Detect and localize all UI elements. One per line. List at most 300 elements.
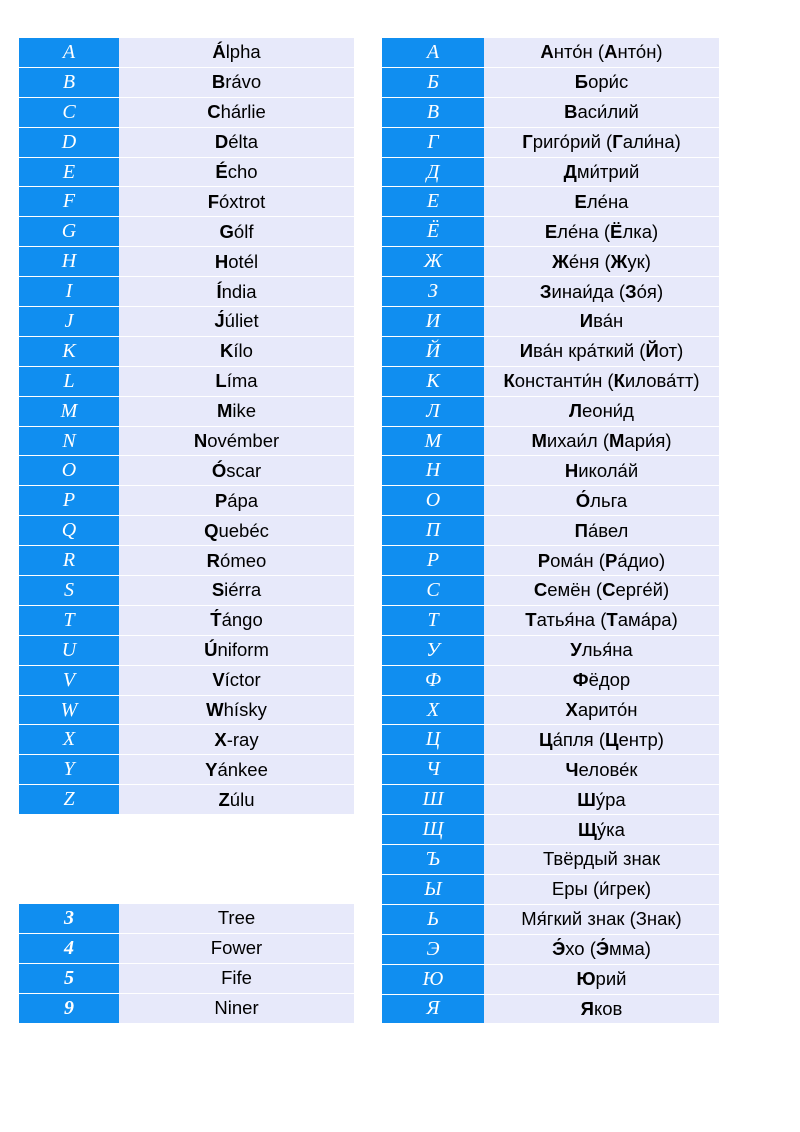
table-row: [19, 98, 354, 128]
letter-cell: W: [19, 696, 119, 725]
code-word-text: ук): [627, 250, 651, 272]
code-word-initial: Ж: [610, 250, 628, 272]
code-word-cell: [484, 755, 719, 784]
letter-cell: Ё: [382, 217, 484, 246]
letter-cell: Н: [382, 456, 484, 485]
code-word-text: рий: [595, 968, 627, 990]
code-word-cell: [484, 337, 719, 366]
letter-cell: E: [19, 158, 119, 187]
code-word-text: онстанти́н (: [514, 370, 614, 392]
table-row: [382, 397, 719, 427]
code-word-initial: R: [206, 549, 221, 571]
code-word-text: óxtrot: [219, 190, 266, 212]
code-word-text: ánkee: [217, 758, 268, 780]
code-word-initial: D: [214, 131, 229, 153]
code-word-cell: [119, 964, 354, 993]
code-word-initial: K: [220, 340, 234, 362]
code-word-cell: [119, 994, 354, 1023]
code-word-initial: Х: [565, 699, 578, 721]
code-word-text: у́ра: [595, 788, 626, 810]
code-word-text: а́дио): [617, 549, 666, 571]
code-word-text: lpha: [225, 41, 261, 63]
code-word-initial: Р: [537, 549, 551, 571]
code-word-text: scar: [226, 459, 262, 481]
code-word-initial: Y: [205, 758, 218, 780]
table-row: [382, 725, 719, 755]
table-row: [382, 158, 719, 188]
code-word-initial: И: [579, 310, 594, 332]
code-word-initial: К: [503, 370, 515, 392]
letter-cell: X: [19, 725, 119, 754]
code-word-text: емён (: [547, 579, 603, 601]
code-word-cell: [119, 904, 354, 933]
code-word-cell: [119, 427, 354, 456]
table-row: [19, 755, 354, 785]
letter-cell: U: [19, 636, 119, 665]
letter-cell: D: [19, 128, 119, 157]
table-row: [19, 397, 354, 427]
letter-cell: Ъ: [382, 845, 484, 874]
code-word-cell: [484, 576, 719, 605]
code-word-initial: Э́: [552, 938, 566, 960]
code-word-cell: [119, 546, 354, 575]
code-word-text: Твёрдый знак: [542, 848, 661, 870]
code-word-cell: [484, 935, 719, 964]
code-word-initial: Е: [544, 220, 558, 242]
code-word-initial: Ú: [204, 639, 218, 661]
code-word-text: ентр): [618, 728, 664, 750]
code-word-text: niform: [217, 639, 269, 661]
code-word-initial: Q: [204, 519, 219, 541]
code-word-initial: Й: [645, 340, 659, 362]
letter-cell: П: [382, 516, 484, 545]
code-word-initial: Ж: [552, 250, 569, 272]
code-word-initial: К: [613, 370, 625, 392]
letter-cell: Щ: [382, 815, 484, 844]
code-word-initial: В: [564, 101, 578, 123]
code-word-text: úlu: [229, 788, 255, 810]
letter-cell: К: [382, 367, 484, 396]
letter-cell: Б: [382, 68, 484, 97]
code-word-cell: [119, 934, 354, 963]
code-word-text: otél: [228, 250, 259, 272]
letter-cell: Т: [382, 606, 484, 635]
code-word-initial: Á: [212, 41, 226, 63]
code-word-initial: З: [625, 280, 637, 302]
code-word-initial: О́: [575, 489, 591, 511]
letter-cell: C: [19, 98, 119, 127]
table-row: [382, 38, 719, 68]
code-word-cell: [484, 128, 719, 157]
table-row: [382, 68, 719, 98]
letter-cell: Ж: [382, 247, 484, 276]
code-word-initial: W: [206, 699, 224, 721]
table-row: [19, 636, 354, 666]
table-row: [19, 904, 354, 934]
letter-cell: У: [382, 636, 484, 665]
table-row: [382, 815, 719, 845]
code-word-text: ва́н кра́ткий (: [532, 340, 646, 362]
table-row: [19, 725, 354, 755]
table-row: [19, 68, 354, 98]
code-word-text: Fife: [221, 967, 252, 989]
code-word-text: еони́д: [582, 400, 634, 422]
letter-cell: I: [19, 277, 119, 306]
code-word-text: cho: [227, 161, 258, 182]
table-row: [382, 456, 719, 486]
letter-cell: J: [19, 307, 119, 336]
letter-cell: Г: [382, 128, 484, 157]
table-row: [19, 516, 354, 546]
letter-cell: T: [19, 606, 119, 635]
code-word-text: ари́я): [624, 430, 672, 452]
code-word-text: ле́на (: [557, 220, 611, 242]
code-word-text: ва́н: [593, 310, 624, 332]
code-word-initial: Л: [569, 400, 583, 422]
letter-cell: Y: [19, 755, 119, 784]
code-word-initial: B: [211, 71, 226, 93]
code-word-initial: P: [214, 489, 228, 511]
letter-cell: Ю: [382, 965, 484, 994]
letter-cell: F: [19, 187, 119, 216]
code-word-initial: У: [570, 639, 582, 661]
table-row: [19, 934, 354, 964]
code-word-initial: Я: [580, 997, 594, 1019]
code-word-cell: [484, 158, 719, 187]
code-word-text: нто́н): [617, 41, 663, 63]
cyrillic-alphabet-table: [382, 38, 719, 1024]
table-row: [19, 337, 354, 367]
letter-cell: Й: [382, 337, 484, 366]
letter-cell: Х: [382, 696, 484, 725]
letter-cell: N: [19, 427, 119, 456]
table-row: [382, 785, 719, 815]
code-word-cell: [484, 187, 719, 216]
table-row: [382, 427, 719, 457]
letter-cell: Э: [382, 935, 484, 964]
code-word-text: ми́трий: [576, 161, 640, 182]
code-word-text: ílo: [233, 340, 253, 362]
code-word-text: а́пля (: [552, 728, 605, 750]
code-word-text: ихаи́л (: [546, 430, 609, 452]
code-word-text: ков: [593, 997, 623, 1019]
latin-alphabet-table: [19, 38, 354, 815]
code-word-initial: T́: [210, 609, 222, 631]
code-word-text: ама́ра): [617, 609, 678, 631]
code-word-cell: [119, 666, 354, 695]
code-word-text: от): [658, 340, 684, 362]
code-word-text: о́я): [636, 280, 664, 302]
letter-cell: Ц: [382, 725, 484, 754]
code-word-initial: Ц: [604, 728, 619, 750]
code-word-initial: Ю: [576, 968, 596, 990]
code-word-cell: [119, 755, 354, 784]
code-word-text: Еры (и́грек): [551, 878, 652, 900]
code-word-text: али́на): [622, 131, 681, 153]
code-word-text: ómeo: [220, 549, 267, 571]
table-row: [382, 935, 719, 965]
code-word-text: е́ня (: [568, 250, 611, 272]
code-word-initial: С: [533, 579, 548, 601]
letter-cell: 5: [19, 964, 119, 993]
code-word-text: ovémber: [207, 430, 280, 452]
letter-cell: А: [382, 38, 484, 67]
table-row: [382, 128, 719, 158]
code-word-cell: [119, 187, 354, 216]
code-word-cell: [119, 98, 354, 127]
code-word-text: úliet: [224, 310, 259, 332]
table-row: [382, 277, 719, 307]
code-word-initial: Е: [574, 190, 587, 212]
code-word-cell: [484, 247, 719, 276]
code-word-initial: Р: [604, 549, 618, 571]
table-row: [382, 187, 719, 217]
table-row: [382, 905, 719, 935]
code-word-cell: [119, 456, 354, 485]
code-word-cell: [484, 785, 719, 814]
code-word-cell: [119, 397, 354, 426]
code-word-text: rávo: [225, 71, 262, 93]
letter-cell: M: [19, 397, 119, 426]
code-word-initial: Т: [606, 609, 618, 631]
code-word-cell: [119, 307, 354, 336]
code-word-initial: M: [216, 400, 233, 422]
letter-cell: Д: [382, 158, 484, 187]
code-word-initial: П: [574, 519, 588, 541]
code-word-text: лка): [622, 220, 659, 242]
table-row: [19, 277, 354, 307]
code-word-initial: L: [215, 370, 227, 392]
code-word-initial: Ó: [211, 459, 227, 481]
code-word-text: икола́й: [578, 459, 639, 481]
table-row: [19, 964, 354, 994]
code-word-initial: Щ: [578, 818, 597, 840]
code-word-initial: V: [212, 669, 225, 691]
code-word-initial: Í: [216, 280, 222, 302]
code-word-text: ори́с: [588, 71, 629, 93]
code-word-initial: Б: [574, 71, 589, 93]
code-word-initial: G: [219, 220, 234, 242]
letter-cell: С: [382, 576, 484, 605]
letter-cell: 3: [19, 904, 119, 933]
code-word-text: íctor: [224, 669, 261, 691]
code-word-cell: [484, 606, 719, 635]
letter-cell: И: [382, 307, 484, 336]
code-word-text: ángo: [221, 609, 263, 631]
code-word-cell: [484, 38, 719, 67]
table-row: [19, 217, 354, 247]
code-word-cell: [484, 367, 719, 396]
table-row: [382, 636, 719, 666]
code-word-cell: [484, 546, 719, 575]
code-word-initial: Г: [522, 131, 533, 153]
code-word-cell: [119, 785, 354, 814]
code-word-cell: [484, 995, 719, 1024]
code-word-text: ápa: [227, 489, 259, 511]
code-word-text: uebéc: [218, 519, 269, 541]
code-word-initial: И: [519, 340, 533, 362]
code-word-text: мма): [609, 938, 651, 960]
code-word-cell: [484, 516, 719, 545]
table-row: [382, 965, 719, 995]
code-word-initial: С: [602, 579, 616, 601]
table-row: [382, 337, 719, 367]
code-word-initial: Ё: [610, 220, 623, 242]
table-row: [19, 546, 354, 576]
letter-cell: Л: [382, 397, 484, 426]
code-word-text: íma: [226, 370, 258, 392]
code-word-cell: [119, 576, 354, 605]
code-word-initial: Ц: [539, 728, 553, 750]
code-word-initial: Т: [525, 609, 537, 631]
code-word-initial: N: [193, 430, 208, 452]
code-word-initial: X: [214, 728, 227, 750]
code-word-cell: [484, 307, 719, 336]
code-word-cell: [484, 217, 719, 246]
code-word-cell: [119, 337, 354, 366]
letter-cell: H: [19, 247, 119, 276]
code-word-cell: [484, 486, 719, 515]
table-row: [382, 98, 719, 128]
code-word-text: ndia: [221, 280, 257, 302]
table-row: [382, 247, 719, 277]
code-word-cell: [484, 875, 719, 904]
table-row: [382, 217, 719, 247]
letter-cell: 9: [19, 994, 119, 1023]
table-row: [19, 38, 354, 68]
table-row: [19, 696, 354, 726]
code-word-text: атья́на (: [536, 609, 607, 631]
code-word-cell: [484, 905, 719, 934]
code-word-text: хо (: [565, 938, 596, 960]
code-word-cell: [484, 98, 719, 127]
code-word-initial: C: [207, 101, 221, 123]
code-word-text: илова́тт): [624, 370, 700, 392]
table-row: [382, 546, 719, 576]
table-row: [382, 666, 719, 696]
table-row: [19, 486, 354, 516]
letter-cell: Ы: [382, 875, 484, 904]
table-row: [19, 247, 354, 277]
code-word-text: инаи́да (: [551, 280, 626, 302]
code-word-cell: [119, 636, 354, 665]
table-row: [382, 875, 719, 905]
code-word-text: нто́н (: [553, 41, 605, 63]
code-word-text: Fower: [210, 937, 263, 959]
letter-cell: О: [382, 486, 484, 515]
table-row: [19, 187, 354, 217]
code-word-cell: [119, 247, 354, 276]
letter-cell: B: [19, 68, 119, 97]
table-row: [382, 845, 719, 875]
code-word-text: аси́лий: [577, 101, 639, 123]
code-word-initial: É: [215, 161, 228, 182]
table-row: [382, 307, 719, 337]
code-word-text: ома́н (: [550, 549, 605, 571]
letter-cell: A: [19, 38, 119, 67]
code-word-initial: А: [540, 41, 554, 63]
letter-cell: М: [382, 427, 484, 456]
code-word-cell: [484, 427, 719, 456]
code-word-cell: [484, 815, 719, 844]
code-word-initial: J́: [214, 310, 225, 332]
code-word-text: élta: [228, 131, 259, 153]
code-word-initial: Ш: [577, 788, 596, 810]
code-word-text: -ray: [226, 728, 259, 750]
code-word-cell: [484, 845, 719, 874]
code-word-cell: [484, 397, 719, 426]
digits-table: [19, 904, 354, 1024]
table-row: [382, 696, 719, 726]
code-word-cell: [484, 725, 719, 754]
code-word-cell: [484, 277, 719, 306]
code-word-cell: [119, 725, 354, 754]
table-row: [19, 785, 354, 815]
letter-cell: R: [19, 546, 119, 575]
code-word-cell: [119, 486, 354, 515]
letter-cell: Ш: [382, 785, 484, 814]
code-word-text: елове́к: [578, 758, 638, 780]
code-word-initial: Ф: [572, 669, 589, 691]
code-word-cell: [119, 128, 354, 157]
letter-cell: S: [19, 576, 119, 605]
code-word-text: Мя́гкий знак (Знак): [521, 908, 682, 930]
code-word-text: ólf: [233, 220, 254, 242]
code-word-cell: [119, 367, 354, 396]
code-word-text: у́ка: [596, 818, 625, 840]
letter-cell: P: [19, 486, 119, 515]
code-word-cell: [119, 606, 354, 635]
table-row: [382, 606, 719, 636]
letter-cell: K: [19, 337, 119, 366]
code-word-initial: Z: [218, 788, 230, 810]
code-word-text: ле́на: [586, 190, 629, 212]
table-row: [19, 456, 354, 486]
table-row: [19, 606, 354, 636]
table-row: [19, 367, 354, 397]
code-word-text: ёдор: [588, 669, 631, 691]
table-row: [382, 486, 719, 516]
code-word-cell: [119, 696, 354, 725]
table-row: [382, 367, 719, 397]
code-word-cell: [119, 158, 354, 187]
letter-cell: Q: [19, 516, 119, 545]
table-row: [19, 427, 354, 457]
code-word-initial: Э́: [595, 938, 610, 960]
code-word-initial: М: [531, 430, 547, 452]
letter-cell: V: [19, 666, 119, 695]
code-word-text: арито́н: [577, 699, 638, 721]
code-word-text: Niner: [214, 997, 259, 1019]
code-word-cell: [484, 696, 719, 725]
code-word-initial: А: [604, 41, 618, 63]
code-word-initial: Г: [612, 131, 623, 153]
code-word-initial: F: [207, 190, 220, 212]
code-word-text: лья́на: [581, 639, 633, 661]
code-word-initial: З: [539, 280, 552, 302]
table-row: [382, 755, 719, 785]
letter-cell: Z: [19, 785, 119, 814]
letter-cell: O: [19, 456, 119, 485]
code-word-text: риго́рий (: [532, 131, 613, 153]
code-word-initial: М: [609, 430, 625, 452]
letter-cell: Ь: [382, 905, 484, 934]
code-word-cell: [484, 456, 719, 485]
letter-cell: G: [19, 217, 119, 246]
code-word-cell: [484, 636, 719, 665]
code-word-initial: Д: [563, 161, 577, 182]
code-word-text: ерге́й): [615, 579, 670, 601]
